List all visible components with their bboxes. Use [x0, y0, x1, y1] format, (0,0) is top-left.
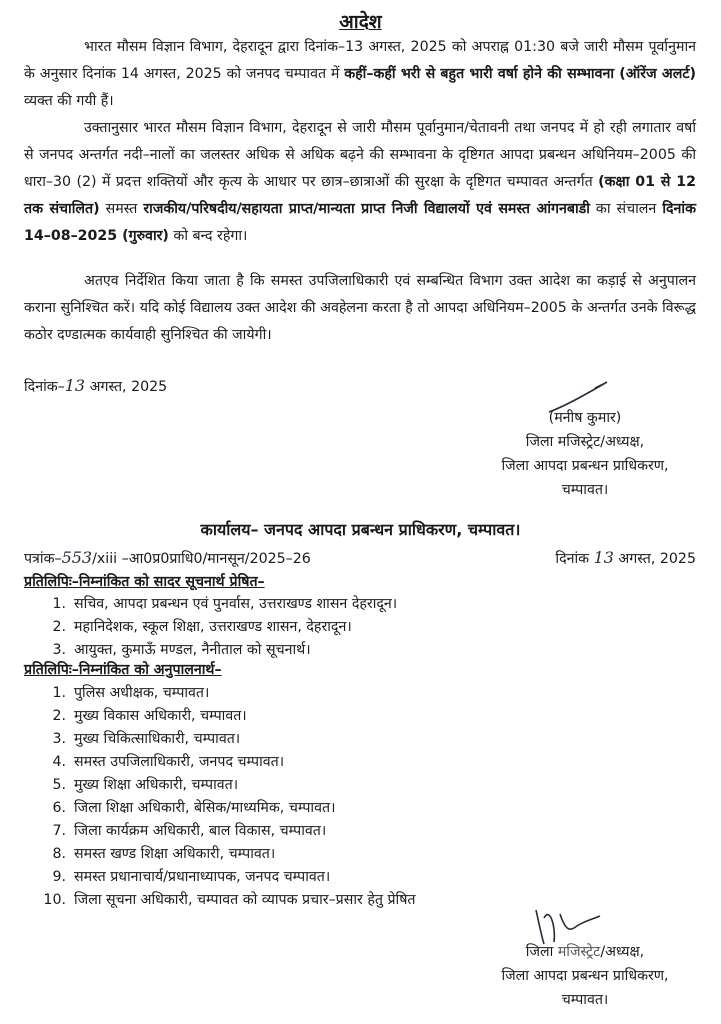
reference-row: [24, 548, 696, 568]
list-item: [40, 728, 416, 751]
list-item-number: 4.: [52, 754, 66, 770]
list-item-number: 2.: [52, 708, 66, 724]
order-date: [24, 376, 167, 396]
signature-block-1: [470, 406, 700, 502]
list-item-number: 1.: [52, 596, 66, 612]
ref-date-prefix: दिनांक: [555, 551, 590, 567]
para2-class-range: (कक्षा 01 से 12 तक संचालित): [24, 174, 696, 217]
list-item-text: पुलिस अधीक्षक, चम्पावत।: [74, 685, 210, 701]
order-date-prefix: दिनांक–: [24, 379, 65, 395]
signature-block-2: [470, 940, 700, 1012]
list-item: [40, 639, 397, 662]
para1-end: व्यक्त की गयी हैं।: [24, 93, 114, 109]
list-item-text: सचिव, आपदा प्रबन्धन एवं पुनर्वास, उत्तराखण्ड शासन देहरादून।: [74, 596, 398, 612]
ref-number-handwritten: 553: [61, 548, 93, 567]
order-date-rest: अगस्त, 2025: [85, 379, 168, 395]
list-item-text: जिला सूचना अधिकारी, चम्पावत को व्यापक प्रचार–प्रसार हेतु प्रेषित: [74, 892, 416, 908]
para2-operation: का संचालन: [595, 201, 657, 217]
list-item: [40, 682, 416, 705]
list-item: [40, 593, 397, 616]
para2-closure-date: दिनांक 14–08–2025 (गुरुवार): [24, 201, 696, 244]
order-paragraph-3: [24, 268, 696, 349]
list-item-text: मुख्य विकास अधिकारी, चम्पावत।: [74, 708, 247, 724]
list-item: [40, 774, 416, 797]
ref-date-day-handwritten: 13: [593, 548, 614, 567]
list-item-text: मुख्य शिक्षा अधिकारी, चम्पावत।: [74, 777, 239, 793]
signatory2-designation: [470, 940, 700, 964]
list-item-number: 3.: [52, 642, 66, 658]
sig2-chair: /अध्यक्ष,: [600, 944, 645, 960]
order-date-day-handwritten: 13: [64, 376, 86, 395]
signatory2-place: चम्पावत।: [561, 992, 609, 1008]
para2-all: समस्त: [105, 201, 138, 217]
order-title: आदेश: [339, 11, 382, 33]
list-item: [40, 616, 397, 639]
para1-text: भारत मौसम विज्ञान विभाग, देहरादून द्वारा दिनांक–13 अगस्त, 2025 को अपराह्न 01:30 बजे जारी मौसम पूर्वानुमान के अनुसार दिनांक 14 अगस्त, 2025 को जनपद चम्पावत में: [24, 39, 696, 82]
list-item-text: समस्त खण्ड शिक्षा अधिकारी, चम्पावत।: [74, 846, 276, 862]
order-paragraph-2: [24, 115, 696, 250]
copy-info-list: [40, 593, 397, 662]
order-paragraph-1: [24, 34, 696, 115]
list-item-number: 1.: [52, 685, 66, 701]
reference-date: [555, 548, 696, 568]
list-item: [40, 820, 416, 843]
list-item-text: जिला कार्यक्रम अधिकारी, बाल विकास, चम्पावत।: [74, 823, 327, 839]
list-item-number: 7.: [52, 823, 66, 839]
para2-schools: राजकीय/परिषदीय/सहायता प्राप्त/मान्यता प्राप्त निजी विद्यालयों एवं समस्त आंगनबाडी: [143, 201, 590, 217]
list-item: [40, 751, 416, 774]
list-item-text: आयुक्त, कुमाऊँ मण्डल, नैनीताल को सूचनार्थ।: [74, 642, 311, 658]
list-item-number: 3.: [52, 731, 66, 747]
list-item-number: 10.: [43, 892, 66, 908]
list-item: [40, 866, 416, 889]
list-item-number: 9.: [52, 869, 66, 885]
ref-rest: /xiii –आ0प्र0प्राधि0/मानसून/2025–26: [92, 551, 311, 567]
list-item-number: 5.: [52, 777, 66, 793]
list-item: [40, 797, 416, 820]
ref-prefix: पत्रांक–: [24, 551, 62, 567]
para3-text: अतएव निर्देशित किया जाता है कि समस्त उपजिलाधिकारी एवं सम्बन्धित विभाग उक्त आदेश का कड़ाई से अनुपालन कराना सुनिश्चित करें। यदि कोई विद्यालय उक्त आदेश की अवहेलना करता है तो आपदा अधिनियम–2005 के अन्तर्गत उनके विरूद्ध कठोर दण्डात्मक कार्यवाही सुनिश्चित की जायेगी।: [24, 273, 696, 343]
sig2-magistrate: मजिस्ट्रेट: [557, 944, 601, 960]
para2-text: उक्तानुसार भारत मौसम विज्ञान विभाग, देहरादून से जारी मौसम पूर्वानुमान/चेतावनी तथा जनपद में हो रही लगातार वर्षा से जनपद अन्तर्गत नदी–नालों का जलस्तर अधिक से अधिक बढ़ने की सम्भावना के दृष्टिगत आपदा प्रबन्धन अधिनियम–2005 की धारा–30 (2) में प्रदत्त शक्तियों और कृत्य के आधार पर छात्र–छात्राओं की सुरक्षा के दृष्टिगत चम्पावत अन्तर्गत: [24, 120, 696, 190]
signatory-place: चम्पावत।: [561, 482, 609, 498]
list-item-text: समस्त उपजिलाधिकारी, जनपद चम्पावत।: [74, 754, 285, 770]
copy-comply-heading: प्रतिलिपिः–निम्नांकित को अनुपालनार्थ–: [24, 662, 222, 678]
para2-end: को बन्द रहेगा।: [173, 228, 248, 244]
list-item: [40, 889, 416, 912]
list-item-number: 6.: [52, 800, 66, 816]
list-item-text: जिला शिक्षा अधिकारी, बेसिक/माध्यमिक, चम्पावत।: [74, 800, 336, 816]
signatory-name: (मनीष कुमार): [548, 410, 622, 426]
list-item: [40, 705, 416, 728]
list-item-text: महानिदेशक, स्कूल शिक्षा, उत्तराखण्ड शासन, देहरादून।: [74, 619, 352, 635]
ref-date-rest: अगस्त, 2025: [613, 551, 696, 567]
office-heading: कार्यालय– जनपद आपदा प्रबन्धन प्राधिकरण, चम्पावत।: [200, 520, 521, 539]
copy-comply-list: [40, 682, 416, 912]
copy-info-heading: प्रतिलिपिः–निम्नांकित को सादर सूचनार्थ प्रेषित–: [24, 574, 265, 590]
list-item-number: 2.: [52, 619, 66, 635]
signatory-authority: जिला आपदा प्रबन्धन प्राधिकरण,: [501, 458, 669, 474]
para1-alert-text: कहीं–कहीं भरी से बहुत भारी वर्षा होने की सम्भावना (ऑरेंज अलर्ट): [344, 66, 697, 82]
list-item-number: 8.: [52, 846, 66, 862]
list-item-text: मुख्य चिकित्साधिकारी, चम्पावत।: [74, 731, 241, 747]
signatory2-authority: जिला आपदा प्रबन्धन प्राधिकरण,: [501, 968, 669, 984]
sig2-district: जिला: [525, 944, 558, 960]
list-item-text: समस्त प्रधानाचार्य/प्रधानाध्यापक, जनपद चम्पावत।: [74, 869, 331, 885]
signatory-designation: जिला मजिस्ट्रेट/अध्यक्ष,: [525, 434, 645, 450]
list-item: [40, 843, 416, 866]
